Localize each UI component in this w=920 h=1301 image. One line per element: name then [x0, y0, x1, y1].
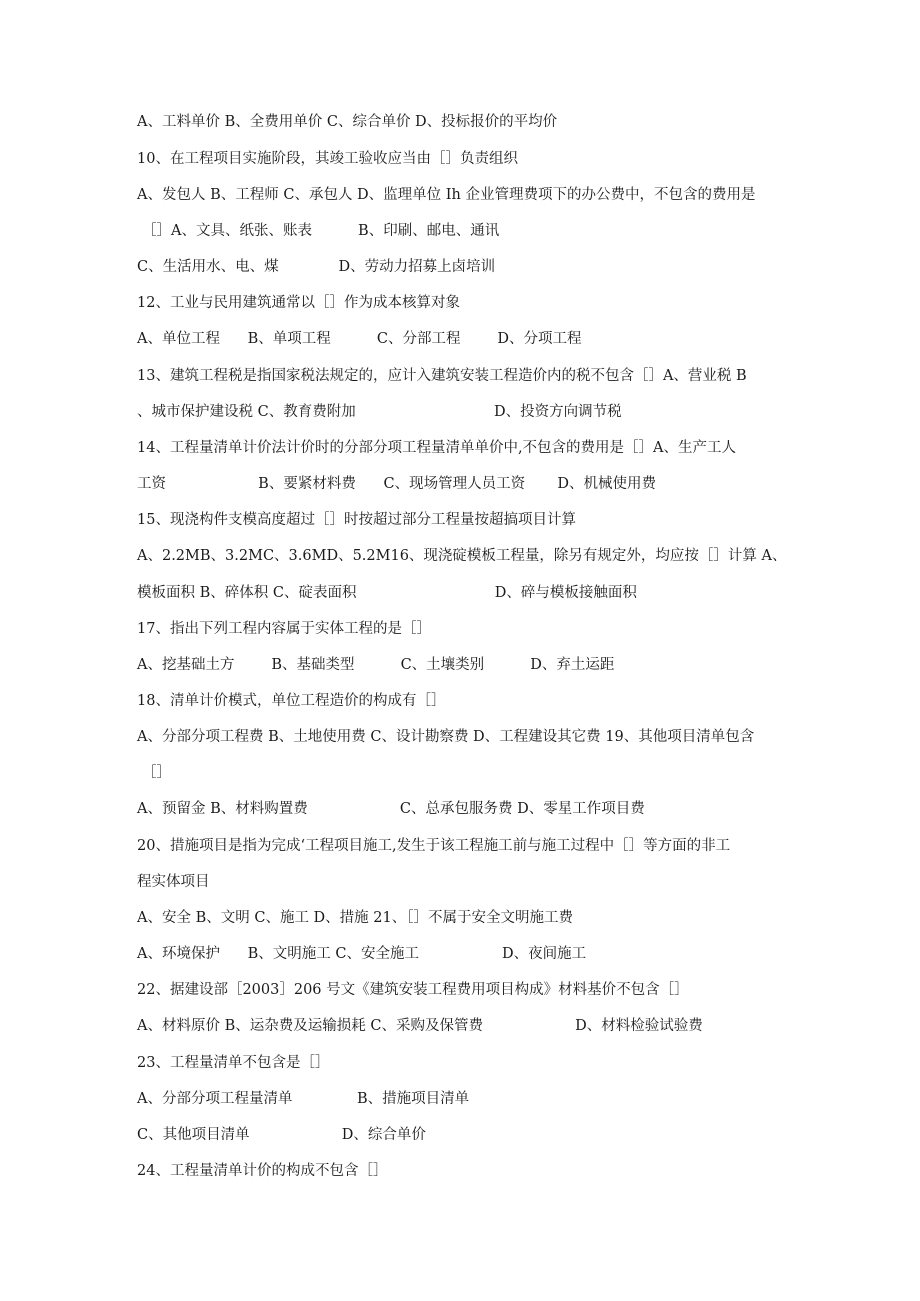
text-line-27: 23、工程量清单不包含是［］ [137, 1055, 330, 1071]
text-line-16: A、挖基础土方 B、基础类型 C、土壤类别 D、弃土运距 [137, 657, 615, 673]
text-line-6: 12、工业与民用建筑通常以［］作为成本核算对象 [137, 295, 460, 311]
text-line-1: A、工料单价 B、全费用单价 C、综合单价 D、投标报价的平均价 [137, 114, 558, 130]
text-line-29: C、其他项目清单 D、综合单价 [137, 1127, 426, 1143]
text-line-24: A、环境保护 B、文明施工 C、安全施工 D、夜间施工 [137, 946, 587, 962]
text-line-17: 18、清单计价模式，单位工程造价的构成有［］ [137, 693, 446, 709]
text-line-30: 24、工程量清单计价的构成不包含［］ [137, 1163, 388, 1179]
text-line-7: A、单位工程 B、单项工程 C、分部工程 D、分项工程 [137, 331, 582, 347]
text-line-22: 程实体项目 [137, 874, 210, 890]
text-line-9: 、城市保护建设税 C、教育费附加 D、投资方向调节税 [137, 404, 622, 420]
text-line-2: 10、在工程项目实施阶段，其竣工验收应当由［］负责组织 [137, 151, 518, 167]
text-line-3: A、发包人 B、工程师 C、承包人 D、监理单位 Ih 企业管理费项下的办公费中，不包含的费用是 [137, 187, 756, 203]
text-line-8: 13、建筑工程税是指国家税法规定的，应计入建筑安装工程造价内的税不包含［］A、营业税 B [137, 368, 747, 384]
text-line-14: 模板面积 B、碎体积 C、碇表面积 D、碎与模板接触面积 [137, 585, 637, 601]
text-line-4: ［］A、文具、纸张、账表 B、印刷、邮电、通讯 [142, 223, 500, 239]
text-line-12: 15、现浇构件支模高度超过［］时按超过部分工程量按超搞项目计算 [137, 512, 576, 528]
text-line-25: 22、据建设部［2003］206 号文《建筑安装工程费用项目构成》材料基价不包含［］ [137, 982, 689, 998]
text-line-20: A、预留金 B、材料购置费 C、总承包服务费 D、零星工作项目费 [137, 801, 645, 817]
text-line-28: A、分部分项工程量清单 B、措施项目清单 [137, 1091, 470, 1107]
text-line-13: A、2.2MB、3.2MC、3.6MD、5.2M16、现浇碇模板工程量，除另有规定外，均应按［］计算 A、 [137, 548, 787, 564]
text-line-15: 17、指出下列工程内容属于实体工程的是［］ [137, 621, 431, 637]
text-line-26: A、材料原价 B、运杂费及运输损耗 C、采购及保管费 D、材料检验试验费 [137, 1018, 703, 1034]
text-line-21: 20、措施项目是指为完成‘工程项目施工,发生于该工程施工前与施工过程中［］等方面的非工 [137, 838, 731, 854]
text-line-18: A、分部分项工程费 B、土地使用费 C、设计勘察费 D、工程建设其它费 19、其他项目清单包含 [137, 729, 755, 745]
text-line-10: 14、工程量清单计价法计价时的分部分项工程量清单单价中,不包含的费用是［］A、生产工人 [137, 440, 737, 456]
text-line-23: A、安全 B、文明 C、施工 D、措施 21、［］不属于安全文明施工费 [137, 910, 573, 926]
text-line-5: C、生活用水、电、煤 D、劳动力招募上卤培训 [137, 259, 496, 275]
text-line-19: ［］ [142, 765, 171, 781]
text-line-11: 工资 B、要紧材料费 C、现场管理人员工资 D、机械使用费 [137, 476, 656, 492]
